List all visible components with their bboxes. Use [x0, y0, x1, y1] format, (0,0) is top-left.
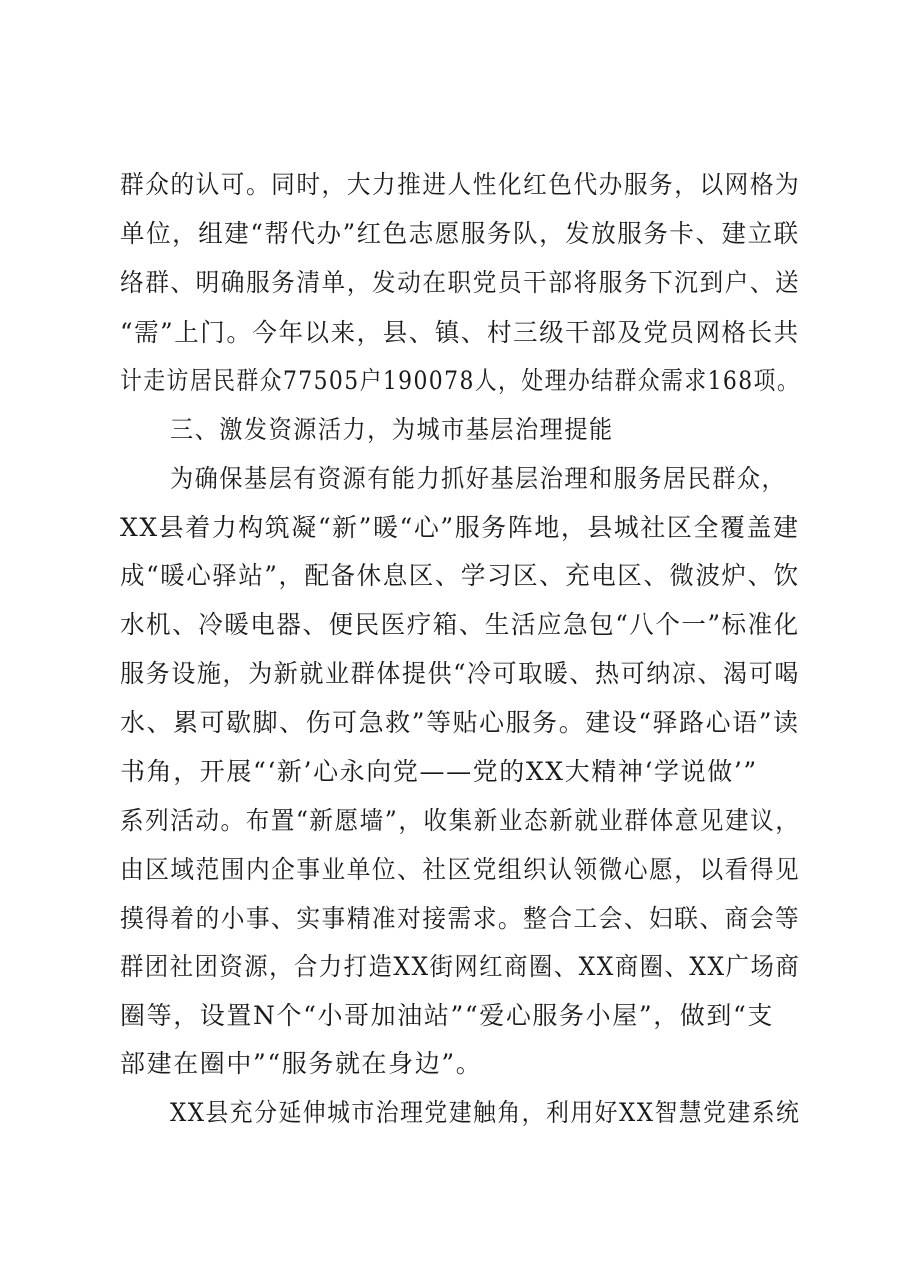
text-line: “需”上门。今年以来，县、镇、村三级干部及党员网格长共	[120, 318, 800, 347]
text-line: 水、累可歇脚、伤可急救”等贴心服务。建设“驿路心语”读	[120, 708, 800, 737]
text-line: 络群、明确服务清单，发动在职党员干部将服务下沉到户、送	[120, 268, 801, 297]
text-line: 水机、冷暖电器、便民医疗箱、生活应急包“八个一”标准化	[120, 610, 800, 639]
text-line: XX县充分延伸城市治理党建触角，利用好XX智慧党建系统	[170, 1098, 801, 1127]
text-line: 为确保基层有资源有能力抓好基层治理和服务居民群众，	[170, 464, 787, 493]
text-line: 群团社团资源，合力打造XX街网红商圈、XX商圈、XX广场商	[120, 952, 801, 981]
text-line: 摸得着的小事、实事精准对接需求。整合工会、妇联、商会等	[120, 904, 801, 933]
text-line: 由区域范围内企事业单位、社区党组织认领微心愿，以看得见	[120, 855, 801, 884]
text-line: XX县着力构筑凝“新”暖“心”服务阵地，县城社区全覆盖建	[120, 513, 800, 542]
text-line: 书角，开展“‘新’心永向党——党的XX大精神‘学说做’”	[120, 757, 758, 786]
text-line: 计走访居民群众77505户190078人，处理办结群众需求168项。	[120, 366, 801, 395]
text-line: 单位，组建“帮代办”红色志愿服务队，发放服务卡、建立联	[120, 219, 800, 248]
text-line: 圈等，设置N个“小哥加油站”“爱心服务小屋”，做到“支	[120, 1001, 774, 1030]
section-heading: 三、激发资源活力，为城市基层治理提能	[170, 415, 614, 444]
text-line: 群众的认可。同时，大力推进人性化红色代办服务，以网格为	[120, 170, 801, 199]
text-line: 部建在圈中”“服务就在身边”。	[120, 1049, 483, 1078]
text-line: 服务设施，为新就业群体提供“冷可取暖、热可纳凉、渴可喝	[120, 659, 801, 688]
text-line: 系列活动。布置“新愿墙”，收集新业态新就业群体意见建议，	[120, 806, 801, 835]
text-line: 成“暖心驿站”，配备休息区、学习区、充电区、微波炉、饮	[120, 561, 800, 590]
